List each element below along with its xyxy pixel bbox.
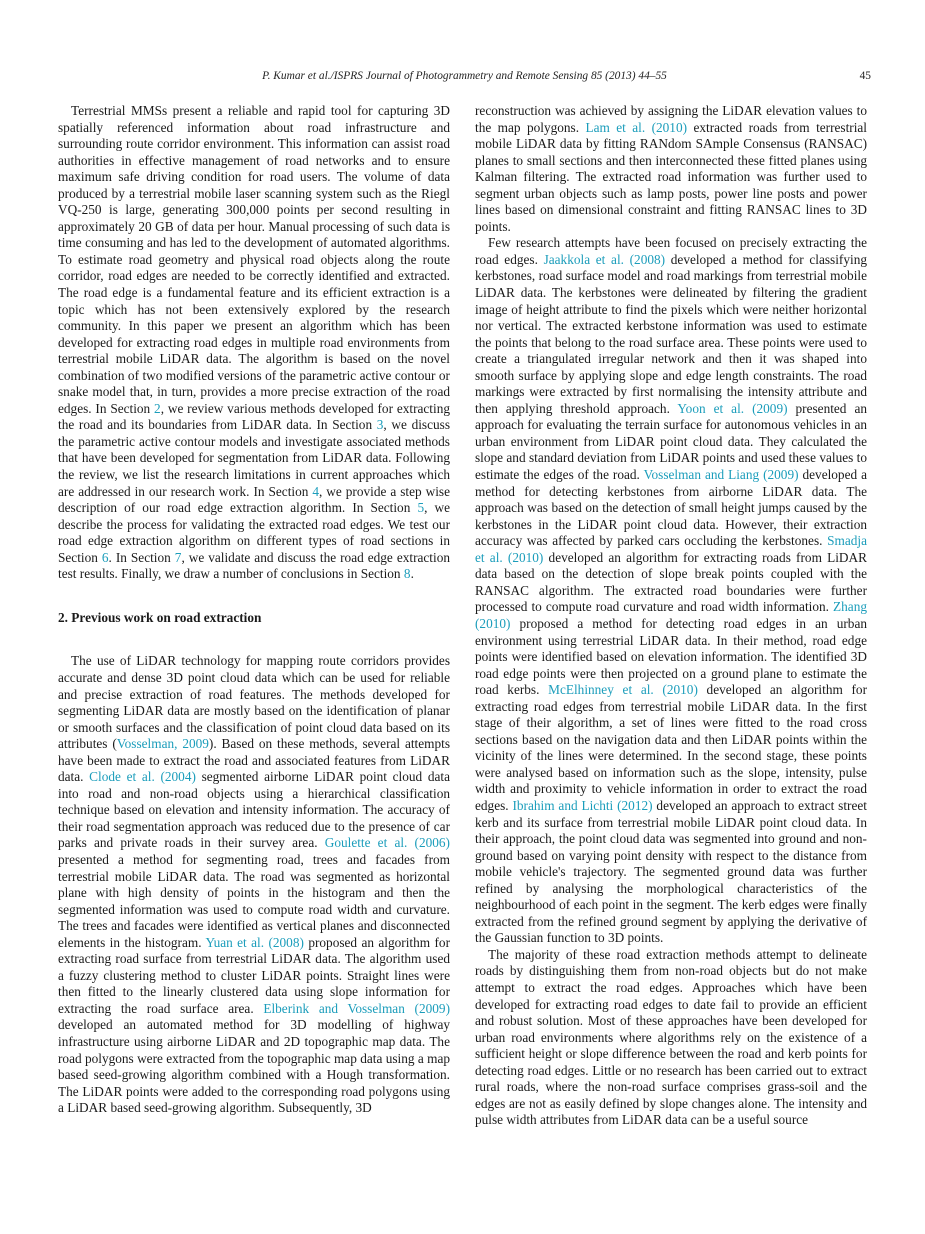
text-run: , we validate and discuss the road edge extraction test results. Finally, we draw a number of conclusions in Section (58, 549, 450, 582)
citation-link[interactable]: Yoon et al. (2009) (677, 400, 788, 416)
text-run: developed an automated method for 3D modelling of highway infrastructure using airborne LiDAR and 2D topographic map data. The road polygons were extracted from the topographic map data using a map based seed-growing algorithm combined with a Hough transformation. The LiDAR points were added to the corresponding road polygons using a LiDAR based seed-growing algorithm. Subsequently, 3D (58, 1017, 450, 1116)
citation-link[interactable]: 2 (154, 400, 161, 416)
text-run: reconstruction was achieved by assigning the LiDAR elevation values to the map polygons. (475, 103, 867, 135)
text-run: developed an algorithm for extracting roads from LiDAR data based on the detection of slope break points coupled with the RANSAC algorithm. The extracted road boundaries were further processed to compute road curvature and road width information. (475, 549, 867, 615)
right-column (475, 103, 867, 1129)
citation-link[interactable]: McElhinney et al. (2010) (548, 682, 698, 698)
page-number: 45 (859, 70, 871, 82)
citation-link[interactable]: 8 (403, 566, 411, 582)
text-run: Few research attempts have been focused on precisely extracting the road edges. (475, 235, 867, 267)
citation-link[interactable]: Clode et al. (2004) (89, 769, 196, 785)
text-run: developed an algorithm for extracting road edges from terrestrial mobile LiDAR data. In the first stage of their algorithm, a set of lines were fitted to the road cross sections based on the navigation data and then LiDAR points within the vicinity of the lines were determined. In the second stage, these points were analysed based on information such as the slope, intensity, pulse width and proximity to vehicle information in order to extract the road edges. (475, 682, 867, 813)
citation-link[interactable]: 7 (174, 549, 182, 565)
text-run: , we describe the process for validating the extracted road edges. We test our road edge extraction algorithm on different types of road sections in Section (58, 500, 450, 565)
section-heading: 2. Previous work on road extraction (58, 609, 262, 625)
left-column (58, 103, 450, 1129)
text-run: The use of LiDAR technology for mapping route corridors provides accurate and dense 3D point cloud data which can be used for reliable and precise extraction of road features. The methods developed for segmenting LiDAR data are mostly based on the identification of planar or smooth surfaces and the classification of point cloud data based on its attributes ( (58, 653, 450, 752)
citation-link[interactable]: Ibrahim and Lichti (2012) (512, 797, 653, 813)
citation-link[interactable]: 6 (101, 549, 109, 565)
citation-link[interactable]: Vosselman and Liang (2009) (643, 467, 799, 483)
citation-link[interactable]: Smadja et al. (2010) (475, 533, 867, 565)
text-run: Terrestrial MMSs present a reliable and rapid tool for capturing 3D spatially referenced information about road infrastructure and surrounding route corridor environment. This information can assist road authorities in effective management of road networks and to ensure maximum safe driving condition for road users. The volume of data produced by a terrestrial mobile laser scanning system such as the Riegl VQ-250 is large, generating 300,000 points per second resulting in approximately 20 GB of data per hour. Manual processing of such data is time consuming and has led to the development of automated algorithms. To estimate road geometry and physical road objects along the route corridor, road edges are needed to be correctly identified and extracted. The road edge is a fundamental feature and its efficient extraction is a topic which has not been extensively explored by the research community. In this paper we present an algorithm which has been developed for extracting road edges in multiple road environments from terrestrial mobile LiDAR data. The algorithm is based on the novel combination of two modified versions of the parametric active contour or snake model that, in turn, provides a more precise extraction of the road edges. In Section (58, 103, 450, 416)
text-run: proposed an algorithm for extracting road surface from terrestrial LiDAR data. The algorithm used a fuzzy clustering method to cluster LiDAR points. Straight lines were then fitted to the linearly clustered data using slope information for extracting the road surface area. (58, 934, 450, 1016)
two-column-body (58, 103, 867, 1129)
paragraph-summary (475, 947, 867, 1129)
running-head: P. Kumar et al./ISPRS Journal of Photogrammetry and Remote Sensing 85 (2013) 44–55 (262, 70, 667, 82)
text-run: developed a method for classifying kerbstones, road surface model and road markings from terrestrial mobile LiDAR data. The kerbstones were delineated by filtering the gradient image of height attribute to find the pixels which were neither horizontal nor vertical. The extracted kerbstone information was used to estimate the points that belong to the road surface area. These points were used to create a triangulated irregular network and then it was shaped into smooth surface by applying slope and edge length constraints. The road markings were extracted by first normalising the intensity attribute and then applying threshold approach. (475, 251, 867, 416)
paragraph-intro (58, 103, 450, 583)
text-run: proposed a method for detecting road edges in an urban environment using terrestrial LiDAR data. In their method, road edge points were identified based on elevation information. The identified 3D road edge points were then projected on a ground plane to estimate the road kerbs. (475, 615, 867, 698)
text-run: extracted roads from terrestrial mobile LiDAR data by fitting RANdom SAmple Consensus (RANSAC) planes to small sections and then interconnected these fitted planes using Kalman filtering. The extracted road information was further used to segment urban objects such as lamp posts, power line posts and power lines based on dimensional constraint and fitting RANSAC lines to 3D points. (475, 119, 868, 234)
paragraph-road-edges (475, 235, 867, 947)
text-run: , we provide a step wise description of our road edge extraction algorithm. In Section (58, 483, 450, 516)
text-run: ). Based on these methods, several attempts have been made to extract the road and associated features from LiDAR data. (58, 736, 450, 785)
paragraph-previous-work (58, 653, 450, 1116)
citation-link[interactable]: 3 (376, 417, 384, 433)
citation-link[interactable]: Jaakkola et al. (2008) (543, 251, 666, 267)
text-run: . (410, 566, 414, 582)
text-run: presented an approach for evaluating the terrain surface for autonomous vehicles in an urban environment from LiDAR point cloud data. They calculated the slope and standard deviation from LiDAR points and used these values to estimate the edges of the road. (475, 400, 867, 483)
running-header (58, 70, 871, 86)
citation-link[interactable]: Zhang (2010) (475, 599, 867, 631)
text-run: . In Section (108, 549, 175, 565)
text-run: , we discuss the parametric active contour models and investigate associated methods that have been developed for segmentation from LiDAR data. Following the review, we list the research limitations in current approaches which are addressed in our research work. In Section (58, 417, 450, 499)
citation-link[interactable]: Elberink and Vosselman (2009) (263, 1000, 450, 1016)
citation-link[interactable]: Lam et al. (2010) (585, 119, 688, 135)
text-run: developed a method for detecting kerbstones from airborne LiDAR data. The approach was based on the detection of small height jumps caused by the kerbstones in the LiDAR point cloud data. However, their extraction accuracy was affected by parked cars occluding the kerbstones. (475, 467, 867, 549)
citation-link[interactable]: 4 (312, 483, 320, 499)
citation-link[interactable]: Vosselman, 2009 (116, 736, 209, 752)
text-run: The majority of these road extraction methods attempt to delineate roads by distinguishing them from non-road objects but do not make attempt to extract the road edges. Approaches which have been developed for extracting road edges to date fail to provide an efficient and robust solution. Most of these approaches have been developed for urban road environments where algorithms rely on the existence of a sufficient height or slope difference between the road and kerb points for detecting road edges. Little or no research has been carried out to extract rural roads, where the non-road surface comprises grass-soil and the edges are not as easily defined by slope changes alone. The intensity and pulse width attributes from LiDAR data can be a useful source (475, 946, 867, 1128)
citation-link[interactable]: Goulette et al. (2006) (324, 835, 450, 851)
text-run: segmented airborne LiDAR point cloud data into road and non-road objects using a hierarchical classification technique based on elevation and intensity information. The accuracy of their road segmentation approach was reduced due to the presence of car parks and private roads in their survey area. (58, 769, 451, 851)
paragraph-continuation (475, 103, 867, 235)
text-run: , we review various methods developed for extracting the road and its boundaries from LiDAR data. In Section (58, 400, 450, 433)
text-run: presented a method for segmenting road, trees and facades from terrestrial mobile LiDAR data. The road was segmented as horizontal plane with high density of points in the histogram and then the segmented information was used to compute road width and curvature. The trees and facades were identified as vertical planes and disconnected elements in the histogram. (58, 851, 450, 950)
text-run: developed an approach to extract street kerb and its surface from terrestrial mobile LiDAR point cloud data. In their approach, the point cloud data was segmented into ground and non-ground based on varying point density with respect to the distance from mobile vehicle's trajectory. The segmented ground data was further refined by analysing the morphological characteristics of the neighbourhood of each point in the segment. The kerb edges were finally extracted from the refined ground segment by applying the derivative of the Gaussian function to 3D points. (475, 797, 867, 946)
citation-link[interactable]: 5 (417, 500, 425, 516)
citation-link[interactable]: Yuan et al. (2008) (205, 934, 304, 950)
